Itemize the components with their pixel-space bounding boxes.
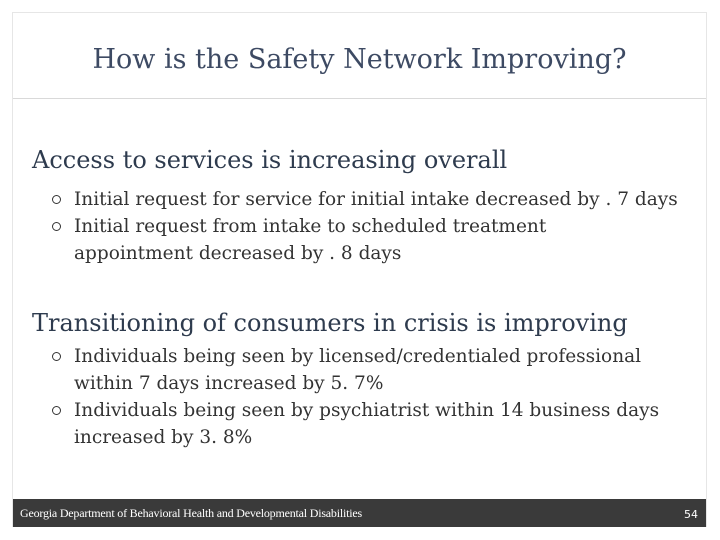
bullet-text: Individuals being seen by licensed/credentialed professional within 7 days increased by 5. 7% xyxy=(74,346,642,394)
list-item xyxy=(52,343,684,397)
transition-bullet-list xyxy=(52,343,694,451)
page-number: 54 xyxy=(684,508,698,521)
footer-organization: Georgia Department of Behavioral Health and Developmental Disabilities xyxy=(20,506,362,520)
list-item xyxy=(52,213,574,267)
bullet-text: Initial request for service for initial intake decreased by . 7 days xyxy=(74,189,678,210)
bullet-text: Initial request from intake to scheduled treatment appointment decreased by . 8 days xyxy=(74,216,547,264)
title-divider xyxy=(13,98,706,99)
access-bullet-list xyxy=(52,186,692,267)
section-heading-transitioning: Transitioning of consumers in crisis is improving xyxy=(32,309,628,337)
list-item xyxy=(52,397,694,451)
circle-bullet-icon xyxy=(52,352,61,361)
circle-bullet-icon xyxy=(52,195,61,204)
list-item xyxy=(52,186,692,213)
circle-bullet-icon xyxy=(52,222,61,231)
section-heading-access: Access to services is increasing overall xyxy=(32,146,508,174)
bullet-text: Individuals being seen by psychiatrist within 14 business days increased by 3. 8% xyxy=(74,400,660,448)
circle-bullet-icon xyxy=(52,406,61,415)
slide-title: How is the Safety Network Improving? xyxy=(92,44,627,75)
